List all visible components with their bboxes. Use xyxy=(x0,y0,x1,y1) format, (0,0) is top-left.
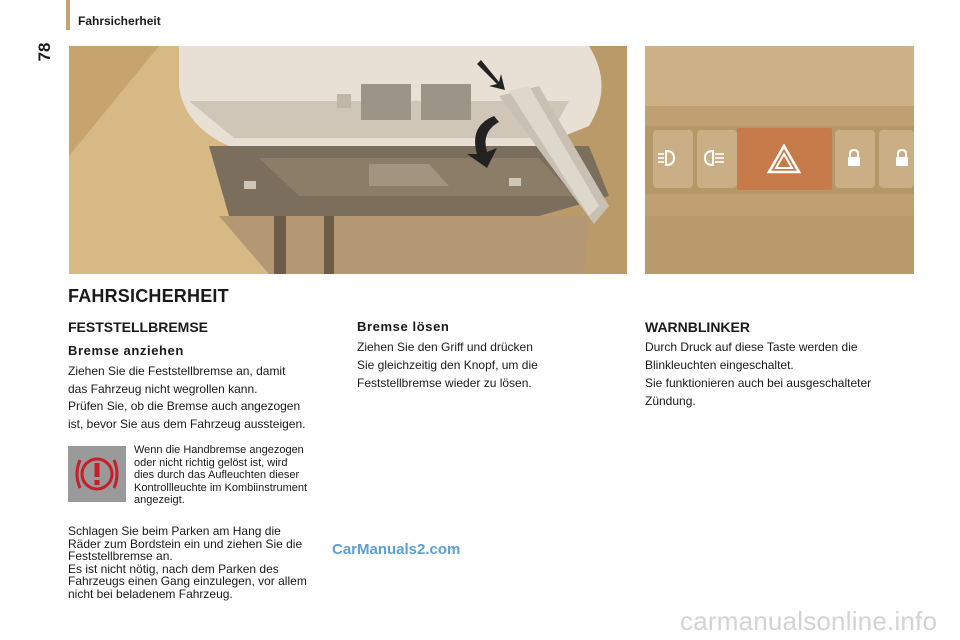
brake-warning-note: Wenn die Handbremse angezogen oder nicht richtig gelöst ist, wird dies durch das Aufleuchten dieser Kontrollleuchte im Kombiinstrument angezeigt. xyxy=(134,444,308,506)
footer-watermark: carmanualsonline.info xyxy=(680,606,938,636)
section-label: Fahrsicherheit xyxy=(78,14,161,28)
slope-parking-text: Schlagen Sie beim Parken am Hang die Räder zum Bordstein ein und ziehen Sie die Feststellbremse an. Es ist nicht nötig, nach dem Parken des Fahrzeugs einen Gang einzulegen, vor allem nicht bei beladenem Fahrzeug. xyxy=(68,524,307,601)
hazard-heading: WARNBLINKER xyxy=(645,319,750,335)
release-brake-text: Ziehen Sie den Griff und drücken Sie gleichzeitig den Knopf, um die Feststellbremse wieder zu lösen. xyxy=(357,340,538,390)
header-accent-bar xyxy=(66,0,70,30)
page-number: 78 xyxy=(35,42,54,62)
parking-brake-illustration xyxy=(69,46,627,274)
apply-brake-text-1: Ziehen Sie die Feststellbremse an, damit das Fahrzeug nicht wegrollen kann. xyxy=(68,364,286,396)
hazard-text: Durch Druck auf diese Taste werden die Blinkleuchten eingeschaltet. Sie funktionieren auch bei ausgeschalteter Zündung. xyxy=(645,340,872,408)
carmanuals-watermark[interactable]: CarManuals2.com xyxy=(332,541,461,558)
page-title: FAHRSICHERHEIT xyxy=(68,286,229,306)
release-brake-heading: Bremse lösen xyxy=(357,319,450,334)
lock-icon xyxy=(894,148,910,168)
lock-icon xyxy=(846,148,862,168)
apply-brake-heading: Bremse anziehen xyxy=(68,343,184,358)
hazard-triangle-icon[interactable] xyxy=(767,144,801,174)
apply-brake-text-2: Prüfen Sie, ob die Bremse auch angezogen ist, bevor Sie aus dem Fahrzeug aussteigen. xyxy=(68,399,306,431)
parking-brake-heading: FESTSTELLBREMSE xyxy=(68,319,209,335)
front-fog-icon xyxy=(656,148,680,168)
rear-fog-icon xyxy=(700,148,726,168)
brake-warning-icon xyxy=(72,448,122,500)
